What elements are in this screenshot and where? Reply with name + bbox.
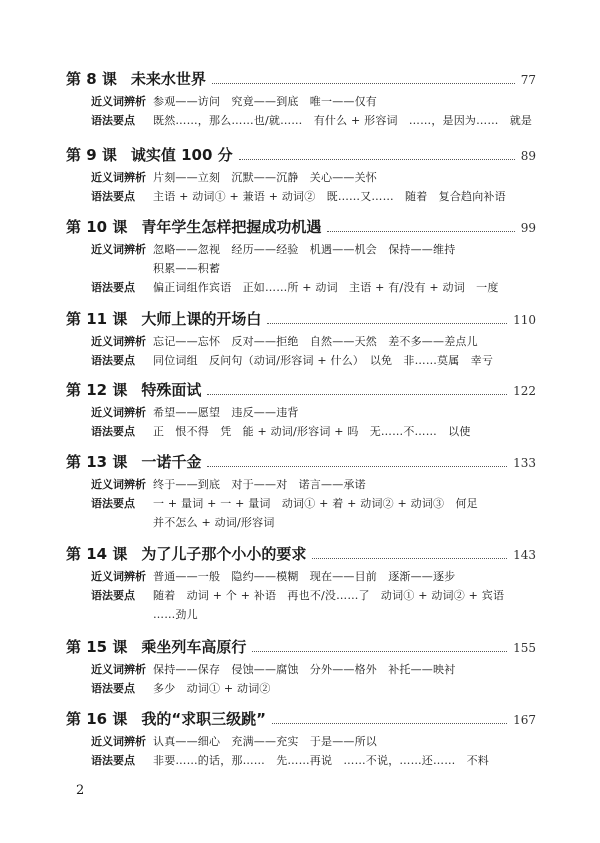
grammar-text: 一 + 量词 + 一 + 量词 动词① + 着 + 动词② + 动词③ 何足 (153, 497, 478, 510)
synonyms-text: 忽略——忽视 经历——经验 机遇——机会 保持——维持 (153, 243, 456, 256)
lesson-page-number: 77 (520, 73, 536, 87)
lesson-number: 第 13 课 (66, 453, 128, 471)
lesson-number: 第 11 课 (66, 310, 128, 328)
lesson-number: 第 16 课 (66, 710, 128, 728)
lesson-entry (66, 308, 536, 370)
synonyms-row (91, 732, 536, 751)
lesson-heading[interactable] (66, 708, 536, 732)
grammar-text: 同位词组 反问句（动词/形容词 + 什么） 以免 非……莫属 幸亏 (153, 354, 494, 367)
leader-dots (207, 394, 507, 395)
lesson-number: 第 14 课 (66, 545, 128, 563)
lesson-heading[interactable] (66, 216, 536, 240)
lesson-number: 第 15 课 (66, 638, 128, 656)
leader-dots (312, 558, 507, 559)
synonyms-label: 近义词辨析 (91, 735, 146, 748)
grammar-text: 主语 + 动词① + 兼语 + 动词② 既……又…… 随着 复合趋向补语 (153, 190, 506, 203)
grammar-text: 多少 动词① + 动词② (153, 682, 271, 695)
synonyms-continuation: 积累——积蓄 (153, 262, 221, 275)
lesson-entry (66, 636, 536, 698)
synonyms-label: 近义词辨析 (91, 243, 146, 256)
grammar-label: 语法要点 (91, 754, 135, 767)
grammar-label: 语法要点 (91, 589, 135, 602)
lesson-number: 第 8 课 (66, 70, 117, 88)
leader-dots (239, 159, 515, 160)
lesson-page-number: 110 (513, 313, 536, 327)
lesson-title: 未来水世界 (130, 70, 206, 88)
leader-dots (212, 83, 515, 84)
grammar-row (91, 187, 536, 206)
lesson-entry (66, 543, 536, 624)
grammar-row (91, 422, 536, 441)
synonyms-row (91, 567, 536, 586)
synonyms-label: 近义词辨析 (91, 171, 146, 184)
grammar-label: 语法要点 (91, 114, 135, 127)
synonyms-text: 认真——细心 充满——充实 于是——所以 (153, 735, 377, 748)
synonyms-label: 近义词辨析 (91, 570, 146, 583)
synonyms-label: 近义词辨析 (91, 406, 146, 419)
grammar-text: 非要……的话，那…… 先……再说 ……不说，……还…… 不料 (153, 754, 489, 767)
grammar-label: 语法要点 (91, 281, 135, 294)
lesson-page-number: 167 (513, 713, 536, 727)
synonyms-row (91, 240, 536, 259)
synonyms-text: 片刻——立刻 沉默——沉静 关心——关怀 (153, 171, 377, 184)
lesson-title: 为了儿子那个小小的要求 (141, 545, 307, 563)
lesson-title: 一诺千金 (141, 453, 202, 471)
grammar-label: 语法要点 (91, 497, 135, 510)
synonyms-text: 普通——一般 隐约——模糊 现在——目前 逐渐——逐步 (153, 570, 456, 583)
lesson-heading[interactable] (66, 636, 536, 660)
lesson-page-number: 89 (520, 149, 536, 163)
synonyms-label: 近义词辨析 (91, 335, 146, 348)
grammar-row (91, 586, 536, 605)
grammar-label: 语法要点 (91, 682, 135, 695)
leader-dots (327, 231, 514, 232)
lesson-heading[interactable] (66, 379, 536, 403)
lesson-title: 我的“求职三级跳” (141, 710, 267, 728)
grammar-row (91, 351, 536, 370)
grammar-label: 语法要点 (91, 190, 135, 203)
synonyms-row (91, 168, 536, 187)
synonyms-label: 近义词辨析 (91, 95, 146, 108)
synonyms-text: 保持——保存 侵蚀——腐蚀 分外——格外 补托——映衬 (153, 663, 456, 676)
grammar-row (91, 494, 536, 513)
lesson-heading[interactable] (66, 543, 536, 567)
synonyms-label: 近义词辨析 (91, 663, 146, 676)
page-number: 2 (76, 783, 85, 798)
synonyms-text: 希望——愿望 违反——违背 (153, 406, 299, 419)
lesson-entry (66, 451, 536, 532)
lesson-heading[interactable] (66, 451, 536, 475)
lesson-entry (66, 68, 536, 130)
lesson-page-number: 155 (513, 641, 536, 655)
leader-dots (267, 323, 507, 324)
grammar-row (91, 111, 536, 130)
synonyms-row (91, 475, 536, 494)
lesson-entry (66, 379, 536, 441)
synonyms-row (91, 332, 536, 351)
grammar-text: 偏正词组作宾语 正如……所 + 动词 主语 + 有/没有 + 动词 一度 (153, 281, 499, 294)
synonyms-row (91, 660, 536, 679)
lesson-title: 特殊面试 (141, 381, 202, 399)
lesson-entry (66, 144, 536, 206)
synonyms-text: 参观——访问 究竟——到底 唯一——仅有 (153, 95, 377, 108)
synonyms-text: 忘记——忘怀 反对——拒绝 自然——天然 差不多——差点儿 (153, 335, 478, 348)
lesson-number: 第 9 课 (66, 146, 117, 164)
lesson-title: 乘坐列车高原行 (141, 638, 247, 656)
lesson-heading[interactable] (66, 68, 536, 92)
grammar-row (91, 679, 536, 698)
synonyms-text: 终于——到底 对于——对 诺言——承诺 (153, 478, 366, 491)
grammar-continuation: ……劲儿 (153, 608, 198, 621)
lesson-title: 诚实值 100 分 (130, 146, 233, 164)
lesson-entry (66, 708, 536, 770)
grammar-label: 语法要点 (91, 425, 135, 438)
grammar-text: 正 恨不得 凭 能 + 动词/形容词 + 吗 无……不…… 以使 (153, 425, 471, 438)
synonyms-row (91, 92, 536, 111)
grammar-row (91, 278, 536, 297)
lesson-heading[interactable] (66, 308, 536, 332)
leader-dots (252, 651, 507, 652)
lesson-title: 大师上课的开场白 (141, 310, 262, 328)
leader-dots (207, 466, 507, 467)
lesson-entry (66, 216, 536, 297)
grammar-text: 既然……，那么……也/就…… 有什么 + 形容词 ……，是因为…… 就是 (153, 114, 533, 127)
lesson-page-number: 99 (520, 221, 536, 235)
lesson-page-number: 133 (513, 456, 536, 470)
grammar-label: 语法要点 (91, 354, 135, 367)
synonyms-row (91, 403, 536, 422)
grammar-row (91, 751, 536, 770)
leader-dots (272, 723, 507, 724)
synonyms-label: 近义词辨析 (91, 478, 146, 491)
grammar-continuation: 并不怎么 + 动词/形容词 (153, 516, 275, 529)
grammar-text: 随着 动词 + 个 + 补语 再也不/没……了 动词① + 动词② + 宾语 (153, 589, 505, 602)
lesson-page-number: 122 (513, 384, 536, 398)
lesson-number: 第 10 课 (66, 218, 128, 236)
lesson-title: 青年学生怎样把握成功机遇 (141, 218, 322, 236)
lesson-number: 第 12 课 (66, 381, 128, 399)
lesson-heading[interactable] (66, 144, 536, 168)
lesson-page-number: 143 (513, 548, 536, 562)
